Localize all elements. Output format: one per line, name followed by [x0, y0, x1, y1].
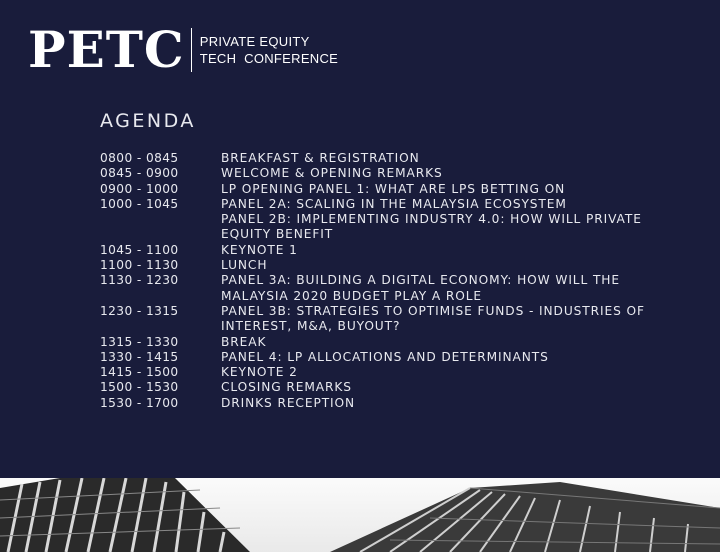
- agenda-item: PANEL 4: LP ALLOCATIONS AND DETERMINANTS: [221, 349, 549, 364]
- agenda-row: [100, 365, 660, 380]
- agenda-time: 0845 - 0900: [100, 166, 179, 181]
- agenda-row: [100, 273, 660, 304]
- agenda-time: 1500 - 1530: [100, 380, 179, 395]
- logo-divider: [191, 28, 192, 72]
- agenda-time: 1045 - 1100: [100, 242, 179, 257]
- agenda-time: 1530 - 1700: [100, 395, 179, 410]
- agenda-row: [100, 304, 660, 335]
- agenda-time: 1330 - 1415: [100, 349, 179, 364]
- agenda-item: PANEL 3A: BUILDING A DIGITAL ECONOMY: HOW WILL THE MALAYSIA 2020 BUDGET PLAY A ROLE: [221, 273, 620, 303]
- agenda-item: DRINKS RECEPTION: [221, 395, 356, 410]
- agenda-item: WELCOME & OPENING REMARKS: [221, 166, 443, 181]
- agenda-row: [100, 396, 660, 411]
- agenda-item: CLOSING REMARKS: [221, 380, 352, 395]
- agenda-row: [100, 212, 660, 243]
- logo-subtitle-line1: PRIVATE EQUITY: [199, 34, 310, 49]
- agenda-row: [100, 380, 660, 395]
- agenda-time: 1100 - 1130: [100, 258, 179, 273]
- agenda-item: BREAK: [221, 334, 267, 349]
- agenda-item: PANEL 2A: SCALING IN THE MALAYSIA ECOSYSTEM: [221, 196, 567, 211]
- agenda-list: [100, 151, 660, 411]
- agenda-item: LP OPENING PANEL 1: WHAT ARE LPS BETTING ON: [221, 181, 566, 196]
- agenda-row: [100, 151, 660, 166]
- agenda-time: 1415 - 1500: [100, 365, 179, 380]
- agenda-item: PANEL 2B: IMPLEMENTING INDUSTRY 4.0: HOW WILL PRIVATE EQUITY BENEFIT: [221, 212, 642, 242]
- agenda-time: 1130 - 1230: [100, 273, 179, 288]
- agenda-time: 1315 - 1330: [100, 334, 179, 349]
- petc-logo: [28, 20, 339, 79]
- logo-subtitle: [200, 33, 338, 67]
- agenda-time: 0900 - 1000: [100, 181, 179, 196]
- logo-mark: PETC: [28, 20, 185, 79]
- agenda-row: [100, 166, 660, 181]
- agenda-row: [100, 335, 660, 350]
- agenda-item: KEYNOTE 2: [221, 365, 298, 380]
- agenda-time: 1230 - 1315: [100, 303, 179, 318]
- agenda-title: AGENDA: [100, 110, 196, 132]
- agenda-time: 0800 - 0845: [100, 151, 179, 165]
- agenda-row: [100, 182, 660, 197]
- agenda-row: [100, 243, 660, 258]
- agenda-row: [100, 197, 660, 212]
- building-photo: [0, 478, 720, 552]
- agenda-time: 1000 - 1045: [100, 196, 179, 211]
- agenda-item: LUNCH: [221, 258, 268, 273]
- agenda-row: [100, 258, 660, 273]
- agenda-item: BREAKFAST & REGISTRATION: [221, 151, 420, 165]
- logo-subtitle-line2: TECH CONFERENCE: [199, 51, 339, 66]
- agenda-item: KEYNOTE 1: [221, 242, 298, 257]
- agenda-item: PANEL 3B: STRATEGIES TO OPTIMISE FUNDS - INDUSTRIES OF INTEREST, M&A, BUYOUT?: [221, 303, 645, 334]
- agenda-row: [100, 350, 660, 365]
- agenda-time: [100, 212, 221, 243]
